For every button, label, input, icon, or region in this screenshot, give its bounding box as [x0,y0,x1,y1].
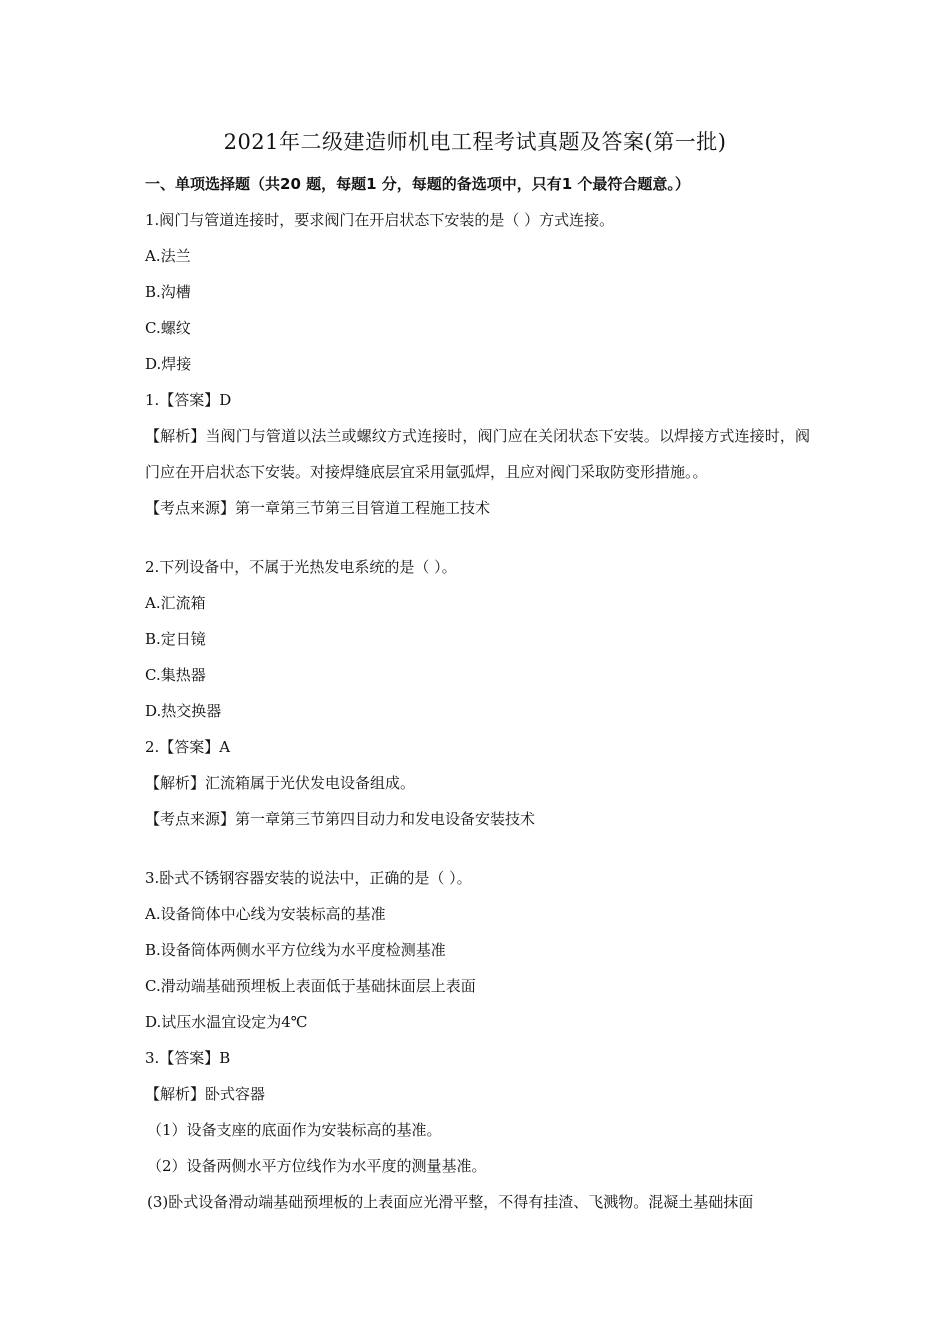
option-c: C.滑动端基础预埋板上表面低于基础抹面层上表面 [145,977,476,995]
answer: 2.【答案】A [145,738,231,756]
analysis-item: (3)卧式设备滑动端基础预埋板的上表面应光滑平整，不得有挂渣、飞溅物。混凝土基础抹面 [147,1193,754,1211]
analysis: 【解析】卧式容器 [145,1085,266,1103]
option-d: D.试压水温宜设定为4℃ [145,1013,308,1031]
analysis-item: （2）设备两侧水平方位线作为水平度的测量基准。 [147,1157,487,1175]
question-stem: 2.下列设备中，不属于光热发电系统的是（ ）。 [145,558,457,576]
option-b: B.定日镜 [145,630,206,648]
option-c: C.螺纹 [145,319,191,337]
option-a: A.法兰 [145,247,191,265]
source: 【考点来源】第一章第三节第三目管道工程施工技术 [145,499,491,517]
answer: 1.【答案】D [145,391,232,409]
question-stem: 1.阀门与管道连接时，要求阀门在开启状态下安装的是（ ）方式连接。 [145,211,615,229]
option-b: B.沟槽 [145,283,191,301]
page-title: 2021年二级建造师机电工程考试真题及答案(第一批) [223,130,727,154]
option-d: D.焊接 [145,355,192,373]
option-b: B.设备筒体两侧水平方位线为水平度检测基准 [145,941,446,959]
source: 【考点来源】第一章第三节第四目动力和发电设备安装技术 [145,810,536,828]
question-stem: 3.卧式不锈钢容器安装的说法中，正确的是（ ）。 [145,869,472,887]
option-a: A.汇流箱 [145,594,206,612]
option-d: D.热交换器 [145,702,222,720]
option-a: A.设备筒体中心线为安装标高的基准 [145,905,386,923]
analysis: 【解析】汇流箱属于光伏发电设备组成。 [145,774,416,792]
analysis-item: （1）设备支座的底面作为安装标高的基准。 [147,1121,442,1139]
analysis: 【解析】当阀门与管道以法兰或螺纹方式连接时，阀门应在关闭状态下安装。以焊接方式连接时，阀门应在开启状态下安装。对接焊缝底层宜采用氩弧焊，且应对阀门采取防变形措施。。 [145,427,810,481]
option-c: C.集热器 [145,666,206,684]
section-heading: 一、单项选择题（共20 题，每题1 分，每题的备选项中，只有1 个最符合题意。） [145,175,690,193]
answer: 3.【答案】B [145,1049,231,1067]
